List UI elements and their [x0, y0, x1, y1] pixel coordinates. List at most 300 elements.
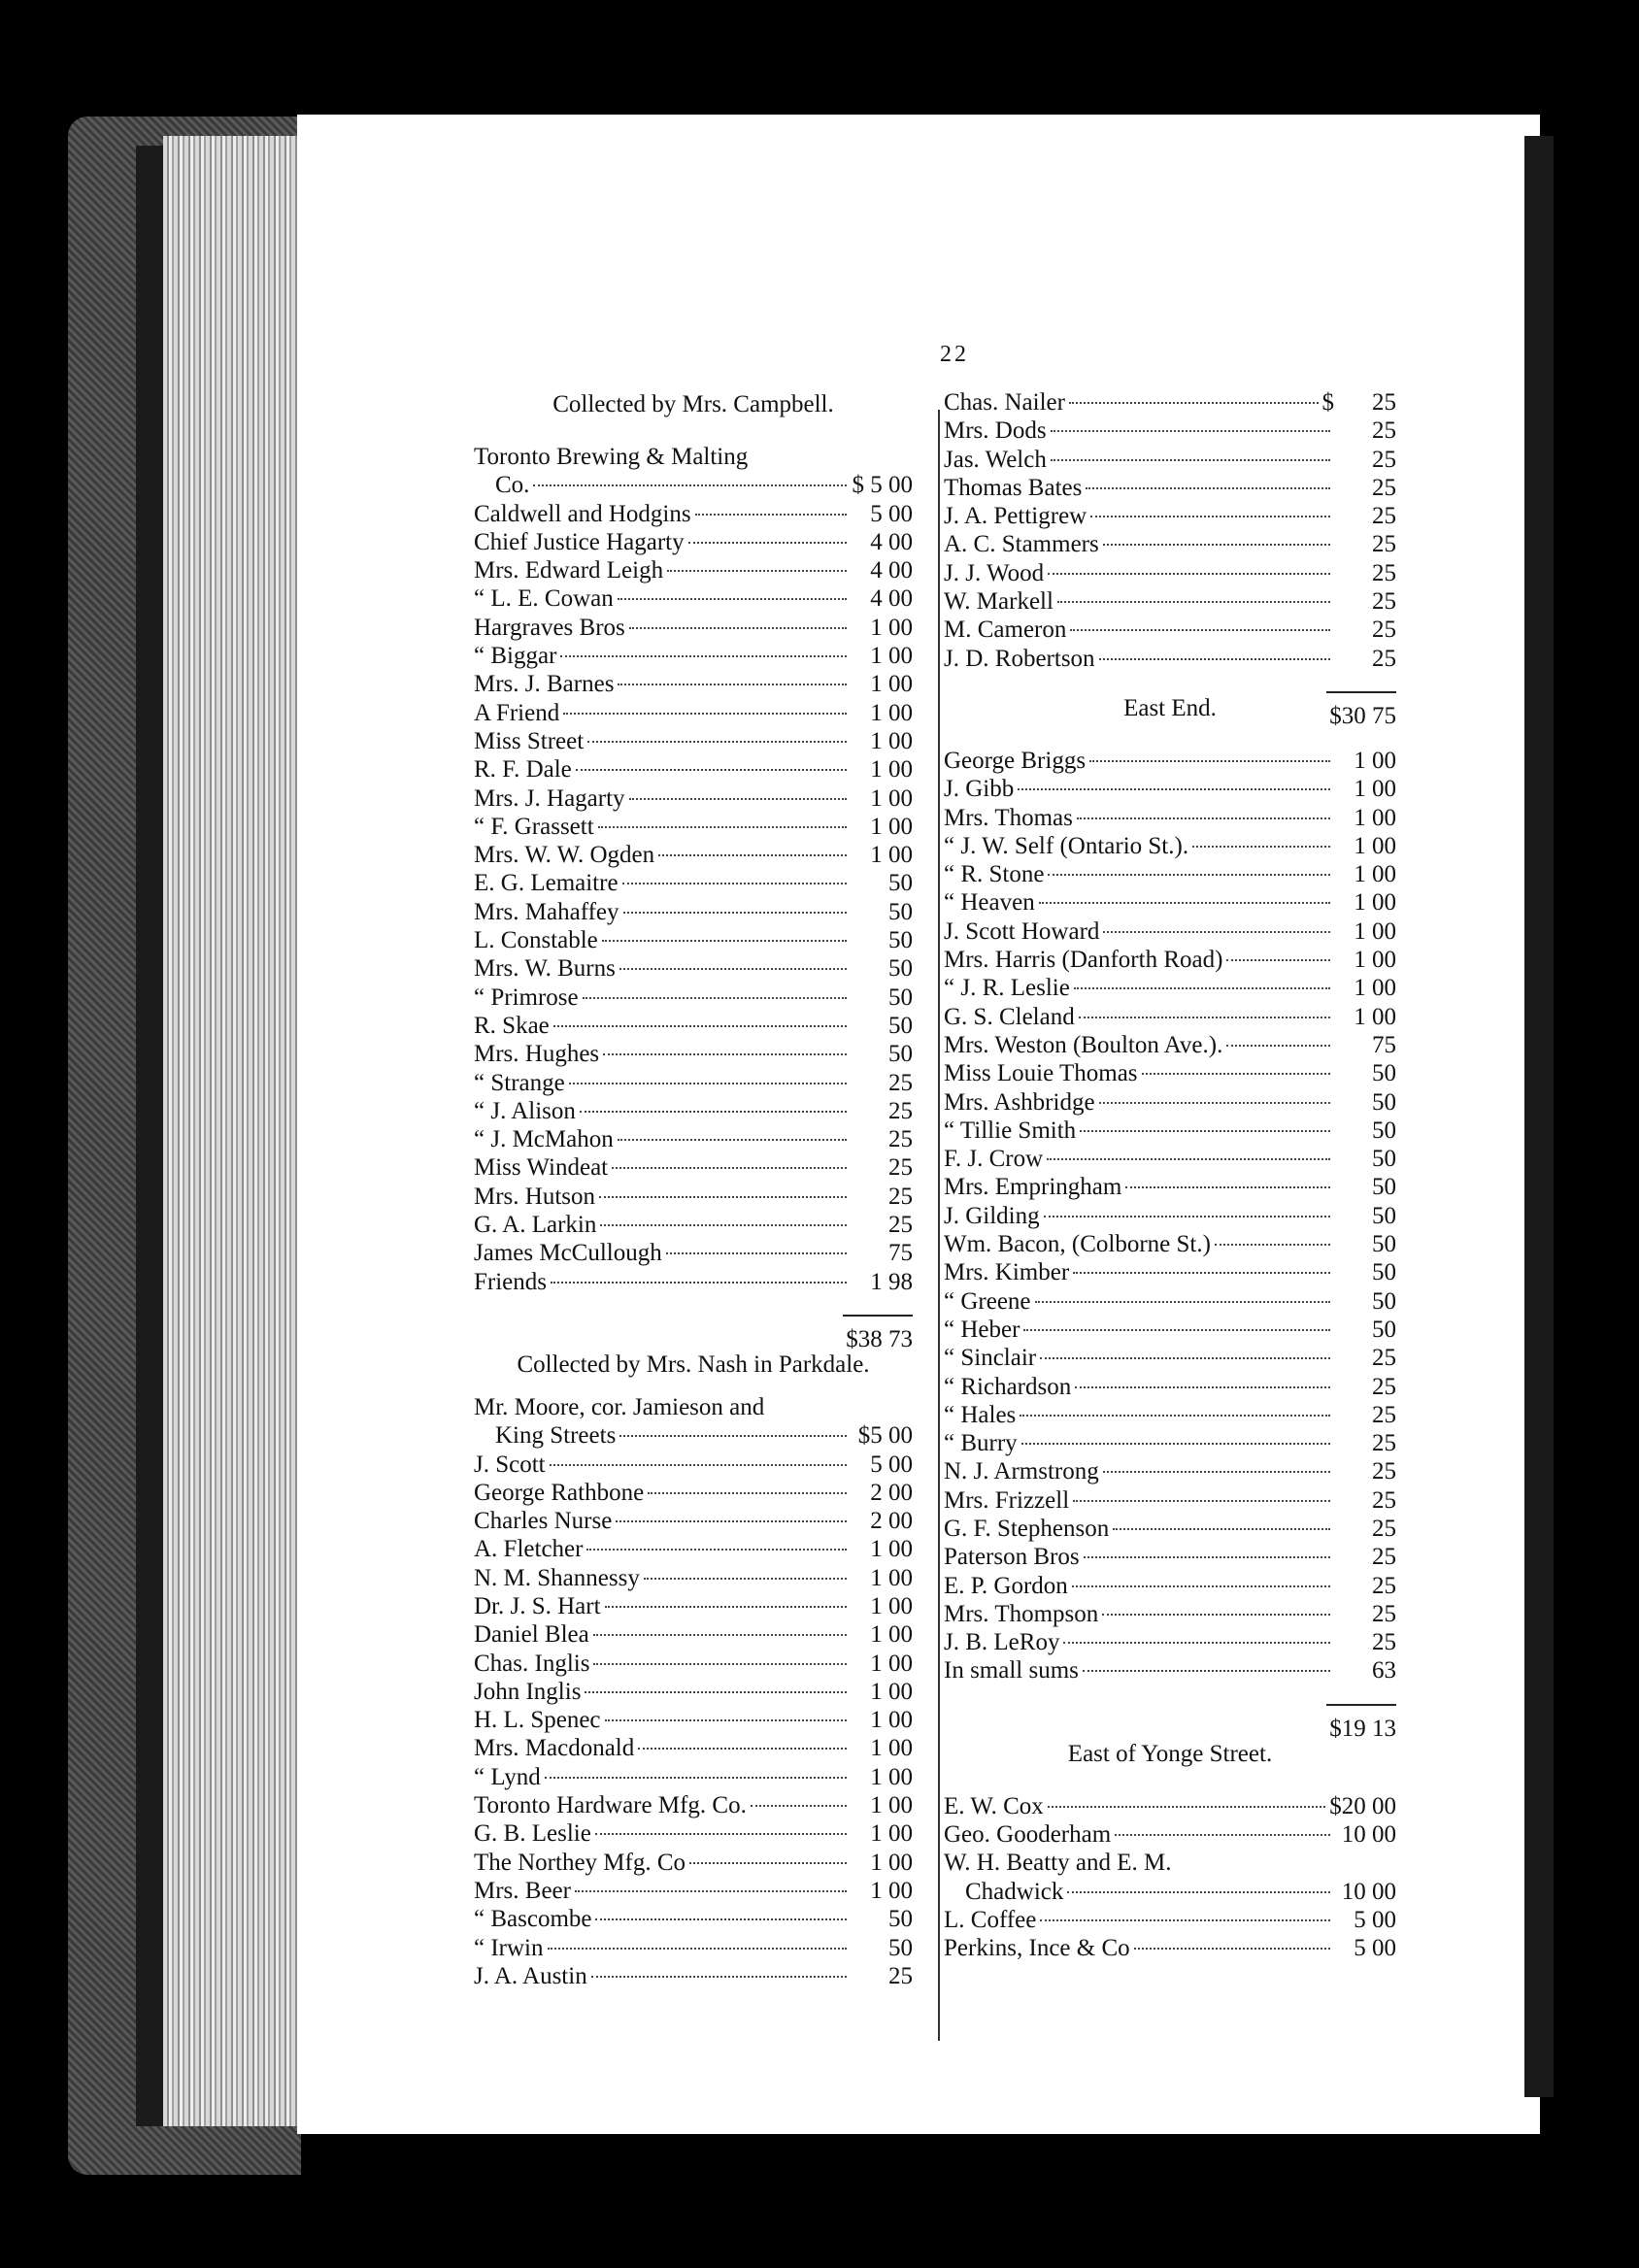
- entry-amount: 50: [1372, 1174, 1396, 1201]
- leader-dots: [619, 968, 847, 970]
- entry-name: E. W. Cox: [944, 1792, 1044, 1819]
- leader-dots: [580, 1111, 847, 1113]
- entry-amount: 1 00: [1354, 747, 1396, 774]
- east-of-yonge-section: [944, 1738, 1396, 1963]
- leader-dots: [605, 1719, 847, 1721]
- leader-dots: [1226, 959, 1330, 961]
- entry-amount: 1 00: [870, 1536, 913, 1563]
- entry-name: “ J. Alison: [474, 1097, 576, 1124]
- list-item: [944, 1088, 1396, 1117]
- entry-name: Mrs. Weston (Boulton Ave.).: [944, 1031, 1223, 1058]
- entry-amount: 25: [888, 1069, 913, 1096]
- list-item: [474, 755, 913, 784]
- entry-name: Toronto Hardware Mfg. Co.: [474, 1792, 747, 1819]
- entry-amount: 63: [1372, 1657, 1396, 1684]
- list-item: [944, 1656, 1396, 1684]
- entry-name: G. F. Stephenson: [944, 1515, 1110, 1542]
- left-column: [474, 388, 913, 1990]
- entry-name: Friends: [474, 1268, 547, 1295]
- leader-dots: [1051, 459, 1330, 461]
- leader-dots: [545, 1777, 847, 1779]
- entry-amount: 50: [888, 898, 913, 925]
- leader-dots: [1072, 1585, 1330, 1587]
- list-item: [944, 1059, 1396, 1087]
- entry-amount: 1 00: [1354, 917, 1396, 945]
- entry-name: “ Richardson: [944, 1373, 1072, 1400]
- entry-name: Caldwell and Hodgins: [474, 500, 691, 527]
- entry-amount: 1 00: [870, 1650, 913, 1677]
- leader-dots: [623, 912, 848, 914]
- entry-amount: 1 00: [1354, 776, 1396, 803]
- list-item: [474, 1183, 913, 1211]
- list-item: [944, 888, 1396, 917]
- entry-amount: 25: [1372, 503, 1396, 530]
- entry-amount: 1 00: [870, 813, 913, 840]
- list-item: [474, 869, 913, 897]
- list-item: [474, 1763, 913, 1791]
- list-item: [474, 1040, 913, 1068]
- list-item: [474, 642, 913, 670]
- entry-name: J. A. Austin: [474, 1962, 587, 1989]
- list-item: [944, 1792, 1396, 1820]
- entry-amount: 5 00: [870, 1451, 913, 1478]
- leader-dots: [1083, 1670, 1330, 1672]
- list-item: [474, 727, 913, 755]
- entry-amount: 1 00: [870, 643, 913, 670]
- continued-list: [944, 417, 1396, 673]
- entry-name: N. J. Armstrong: [944, 1458, 1099, 1485]
- leader-dots: [695, 514, 847, 516]
- list-item: [944, 1401, 1396, 1429]
- leader-dots: [1069, 402, 1319, 404]
- entry-name: In small sums: [944, 1657, 1079, 1684]
- entry-name: Mrs. Ashbridge: [944, 1088, 1095, 1116]
- entry-name: “ Burry: [944, 1430, 1018, 1457]
- leader-dots: [1099, 658, 1330, 660]
- list-item: [474, 1905, 913, 1933]
- entry-amount: 25: [1372, 389, 1396, 416]
- nash-first-entry-line1: Mr. Moore, cor. Jamieson and: [474, 1393, 765, 1420]
- entry-amount: 25: [888, 1126, 913, 1153]
- entry-amount: 50: [1372, 1088, 1396, 1116]
- leader-dots: [548, 1948, 848, 1950]
- entry-amount: $5 00: [857, 1422, 913, 1450]
- list-item: [944, 1316, 1396, 1344]
- leader-dots: [583, 997, 847, 999]
- list-item: [944, 1820, 1396, 1849]
- list-item: [944, 1429, 1396, 1457]
- entry-amount: $ 5 00: [852, 472, 913, 499]
- east-end-section: [944, 692, 1396, 1742]
- entry-name: “ Strange: [474, 1069, 565, 1096]
- list-item: [944, 1934, 1396, 1962]
- entry-name: Chadwick: [965, 1878, 1064, 1905]
- list-item: [944, 1230, 1396, 1258]
- entry-amount: 50: [888, 927, 913, 954]
- entry-amount: 1 00: [870, 1877, 913, 1904]
- entry-amount: 50: [1372, 1202, 1396, 1229]
- leader-dots: [629, 798, 847, 800]
- dollar-sign: $: [1321, 389, 1334, 416]
- entry-amount: 25: [1372, 1345, 1396, 1372]
- entry-name: M. Cameron: [944, 617, 1067, 644]
- entry-amount: 50: [1372, 1117, 1396, 1144]
- entry-name: Mrs. Macdonald: [474, 1735, 635, 1762]
- entry-name: E. G. Lemaitre: [474, 870, 619, 897]
- entry-name: Mrs. Hughes: [474, 1041, 600, 1068]
- leader-dots: [1073, 1500, 1330, 1502]
- entry-name: Mrs. Thompson: [944, 1600, 1099, 1627]
- entry-amount: 1 00: [1354, 861, 1396, 888]
- leader-dots: [593, 1663, 847, 1665]
- entry-amount: 1 00: [870, 699, 913, 726]
- leader-dots: [586, 1549, 847, 1551]
- list-item: [944, 1258, 1396, 1286]
- entry-name: Geo. Gooderham: [944, 1821, 1112, 1849]
- entry-name: King Streets: [495, 1422, 617, 1450]
- list-item: [474, 584, 913, 613]
- leader-dots: [1073, 1272, 1330, 1274]
- campbell-list: [474, 500, 913, 1296]
- east-of-yonge-list-continued: [944, 1906, 1396, 1963]
- leader-dots: [638, 1748, 847, 1750]
- entry-amount: 25: [1372, 1373, 1396, 1400]
- leader-dots: [1090, 516, 1330, 517]
- entry-name: R. F. Dale: [474, 756, 572, 784]
- entry-name: R. Skae: [474, 1012, 550, 1039]
- leader-dots: [1226, 1045, 1330, 1047]
- leader-dots: [1113, 1528, 1330, 1530]
- entry-name: Mrs. Empringham: [944, 1174, 1122, 1201]
- entry-amount: 2 00: [870, 1479, 913, 1506]
- list-item: [944, 1457, 1396, 1485]
- list-item: [474, 614, 913, 642]
- entry-amount: 2 00: [870, 1508, 913, 1535]
- entry-amount: 25: [1372, 588, 1396, 616]
- entry-amount: 5 00: [870, 500, 913, 527]
- list-item: [474, 898, 913, 926]
- leader-dots: [612, 1167, 847, 1169]
- entry-amount: 5 00: [1354, 1935, 1396, 1962]
- entry-amount: 5 00: [1354, 1906, 1396, 1933]
- entry-name: Chas. Inglis: [474, 1650, 590, 1677]
- entry-amount: 50: [888, 984, 913, 1011]
- leader-dots: [595, 1833, 847, 1835]
- list-item: [944, 775, 1396, 803]
- list-item: [474, 1650, 913, 1678]
- list-item: [944, 1031, 1396, 1059]
- total-rule: [1326, 691, 1396, 693]
- entry-name: W. Markell: [944, 588, 1054, 616]
- list-item: [474, 1934, 913, 1962]
- leader-dots: [551, 1282, 847, 1284]
- list-item: [474, 1069, 913, 1097]
- list-item: [474, 1564, 913, 1592]
- leader-dots: [1089, 760, 1330, 762]
- leader-dots: [603, 1053, 847, 1055]
- entry-name: “ F. Grassett: [474, 813, 594, 840]
- entry-amount: 75: [888, 1240, 913, 1267]
- list-item: [944, 747, 1396, 775]
- leader-dots: [1074, 987, 1330, 989]
- leader-dots: [1077, 817, 1330, 819]
- list-item: [474, 670, 913, 698]
- entry-amount: 25: [1372, 1430, 1396, 1457]
- list-item: [474, 1877, 913, 1905]
- leader-dots: [1040, 1919, 1330, 1921]
- leader-dots: [593, 1634, 847, 1636]
- multiline-entry-line1: W. H. Beatty and E. M.: [944, 1850, 1172, 1877]
- list-item: [944, 1344, 1396, 1372]
- list-item: [474, 984, 913, 1012]
- list-item: [474, 1268, 913, 1296]
- list-item: [474, 926, 913, 954]
- leader-dots: [1115, 1834, 1330, 1836]
- leader-dots: [1063, 1642, 1330, 1644]
- entry-name: James McCullough: [474, 1240, 662, 1267]
- entry-name: F. J. Crow: [944, 1146, 1044, 1173]
- list-item: [474, 1153, 913, 1182]
- campbell-first-entry-line1: Toronto Brewing & Malting: [474, 444, 749, 470]
- nash-section: [474, 1349, 913, 1990]
- east-end-heading: East End.: [1123, 694, 1217, 721]
- entry-amount: 25: [1372, 1486, 1396, 1514]
- leader-dots: [595, 1918, 847, 1920]
- entry-amount: 50: [1372, 1259, 1396, 1286]
- leader-dots: [619, 1435, 847, 1437]
- leader-dots: [1103, 1471, 1330, 1473]
- total-value: $38 73: [846, 1325, 913, 1352]
- leader-dots: [1047, 1158, 1330, 1160]
- entry-name: “ Hales: [944, 1401, 1017, 1428]
- leader-dots: [616, 1520, 847, 1522]
- leader-dots: [1018, 788, 1330, 790]
- entry-name: Mrs. Dods: [944, 417, 1047, 445]
- entry-name: Miss Windeat: [474, 1154, 609, 1182]
- list-item: [474, 1819, 913, 1848]
- total-value: $19 13: [1329, 1715, 1396, 1742]
- entry-amount: 1 00: [870, 1792, 913, 1819]
- list-item: [474, 1507, 913, 1535]
- entry-name: “ J. R. Leslie: [944, 975, 1070, 1002]
- list-item: [474, 1451, 913, 1479]
- list-item: [944, 1373, 1396, 1401]
- leader-dots: [575, 1890, 847, 1892]
- list-item: [944, 530, 1396, 558]
- entry-name: The Northey Mfg. Co: [474, 1849, 686, 1876]
- leader-dots: [629, 627, 847, 629]
- list-item: [944, 645, 1396, 673]
- entry-amount: 1 00: [870, 1707, 913, 1734]
- entry-name: Co.: [495, 472, 530, 499]
- list-item: [474, 954, 913, 983]
- leader-dots: [667, 570, 847, 572]
- entry-name: “ R. Stone: [944, 861, 1045, 888]
- entry-amount: 25: [1372, 1458, 1396, 1485]
- leader-dots: [1215, 1244, 1330, 1246]
- list-item: [944, 1145, 1396, 1173]
- entry-name: Paterson Bros: [944, 1544, 1080, 1571]
- entry-amount: 1 00: [1354, 975, 1396, 1002]
- leader-dots: [1102, 1614, 1330, 1616]
- entry-name: “ Irwin: [474, 1934, 544, 1961]
- entry-name: J. Scott Howard: [944, 917, 1100, 945]
- entry-amount: 1 00: [870, 784, 913, 812]
- list-item: [944, 804, 1396, 832]
- entry-amount: 1 00: [870, 1592, 913, 1619]
- entry-name: H. L. Spenec: [474, 1707, 601, 1734]
- list-item: [474, 841, 913, 869]
- entry-amount: 25: [888, 1097, 913, 1124]
- entry-name: Mrs. Hutson: [474, 1183, 596, 1210]
- list-item: [474, 1706, 913, 1734]
- list-item: [944, 388, 1396, 417]
- leader-dots: [563, 713, 847, 715]
- entry-amount: 1 00: [1354, 804, 1396, 831]
- entry-name: Chas. Nailer: [944, 389, 1065, 416]
- leader-dots: [1103, 544, 1330, 546]
- entry-amount: 50: [888, 870, 913, 897]
- leader-dots: [560, 655, 847, 657]
- leader-dots: [605, 1606, 847, 1608]
- entry-name: Mrs. Frizzell: [944, 1486, 1070, 1514]
- entry-name: John Inglis: [474, 1678, 582, 1705]
- entry-amount: 25: [1372, 559, 1396, 586]
- entry-amount: 50: [888, 1041, 913, 1068]
- list-item: [474, 1734, 913, 1762]
- entry-name: Mrs. Edward Leigh: [474, 557, 664, 584]
- leader-dots: [1023, 1329, 1330, 1331]
- entry-name: Wm. Bacon, (Colborne St.): [944, 1231, 1211, 1258]
- list-item: [474, 1239, 913, 1267]
- list-item: [944, 1543, 1396, 1571]
- entry-name: George Rathbone: [474, 1479, 645, 1506]
- entry-amount: 1 00: [870, 756, 913, 784]
- east-of-yonge-list: [944, 1792, 1396, 1850]
- entry-name: G. B. Leslie: [474, 1820, 591, 1848]
- leader-dots: [618, 1139, 847, 1141]
- list-item: [944, 446, 1396, 474]
- entry-name: “ Biggar: [474, 643, 557, 670]
- entry-amount: 50: [1372, 1287, 1396, 1315]
- entry-amount: 25: [888, 1212, 913, 1239]
- entry-name: “ Heaven: [944, 889, 1035, 917]
- entry-amount: 1 00: [1354, 832, 1396, 859]
- entry-name: “ J. W. Self (Ontario St.).: [944, 832, 1189, 859]
- entry-amount: 50: [1372, 1316, 1396, 1343]
- entry-name: A Friend: [474, 699, 560, 726]
- entry-name: Mrs. Harris (Danforth Road): [944, 947, 1223, 974]
- list-item: [474, 1849, 913, 1877]
- list-item: [944, 1486, 1396, 1515]
- leader-dots: [1103, 931, 1330, 933]
- list-item: [474, 699, 913, 727]
- list-item: [944, 946, 1396, 974]
- entry-amount: 1 00: [1354, 947, 1396, 974]
- entry-amount: 1 00: [870, 1564, 913, 1591]
- entry-amount: 25: [1372, 1629, 1396, 1656]
- entry-name: Charles Nurse: [474, 1508, 613, 1535]
- entry-amount: 25: [1372, 1544, 1396, 1571]
- entry-name: J. B. LeRoy: [944, 1629, 1060, 1656]
- list-item: [474, 500, 913, 528]
- leader-dots: [658, 854, 847, 856]
- entry-amount: 10 00: [1341, 1878, 1396, 1905]
- list-item: [474, 471, 913, 499]
- leader-dots: [1142, 1073, 1330, 1075]
- leader-dots: [1134, 1948, 1330, 1950]
- entry-amount: 25: [1372, 645, 1396, 672]
- entry-name: “ Greene: [944, 1287, 1031, 1315]
- leader-dots: [1057, 601, 1330, 603]
- leader-dots: [689, 1862, 847, 1864]
- leader-dots: [587, 741, 847, 743]
- list-item: [474, 1125, 913, 1153]
- entry-name: Mrs. J. Barnes: [474, 671, 615, 698]
- east-of-yonge-heading: East of Yonge Street.: [1067, 1740, 1273, 1767]
- list-item: [474, 1012, 913, 1040]
- entry-amount: 50: [1372, 1231, 1396, 1258]
- entry-name: L. Coffee: [944, 1906, 1037, 1933]
- leader-dots: [1048, 874, 1330, 876]
- page-edges: [163, 136, 299, 2126]
- entry-name: Perkins, Ince & Co: [944, 1935, 1130, 1962]
- entry-name: Daniel Blea: [474, 1621, 589, 1649]
- leader-dots: [1048, 573, 1330, 575]
- entry-name: George Briggs: [944, 747, 1087, 774]
- entry-name: “ Bascombe: [474, 1906, 592, 1933]
- list-item: [944, 1572, 1396, 1600]
- list-item: [944, 974, 1396, 1002]
- leader-dots: [1044, 1216, 1330, 1217]
- leader-dots: [1192, 846, 1330, 848]
- entry-name: Miss Louie Thomas: [944, 1060, 1138, 1087]
- campbell-total: [474, 1296, 913, 1352]
- list-item: [944, 1628, 1396, 1656]
- leader-dots: [1075, 1386, 1330, 1388]
- list-item: [944, 417, 1396, 445]
- list-item: [474, 1791, 913, 1819]
- list-item: [474, 1678, 913, 1706]
- column-divider: [938, 410, 940, 2041]
- entry-amount: 25: [1372, 1401, 1396, 1428]
- entry-name: J. A. Pettigrew: [944, 503, 1087, 530]
- list-item: [944, 1515, 1396, 1543]
- entry-name: J. J. Wood: [944, 559, 1045, 586]
- entry-amount: 1 00: [870, 671, 913, 698]
- list-item: [944, 1117, 1396, 1145]
- entry-name: J. Scott: [474, 1451, 546, 1478]
- entry-amount: 1 00: [870, 1735, 913, 1762]
- total-rule: [1326, 1704, 1396, 1706]
- leader-dots: [569, 1083, 847, 1084]
- entry-amount: 4 00: [870, 557, 913, 584]
- list-item: [474, 556, 913, 584]
- entry-name: L. Constable: [474, 927, 598, 954]
- entry-amount: 50: [1372, 1060, 1396, 1087]
- entry-name: Miss Street: [474, 727, 585, 754]
- leader-dots: [622, 883, 847, 884]
- entry-name: A. C. Stammers: [944, 531, 1099, 558]
- entry-amount: 25: [1372, 617, 1396, 644]
- leader-dots: [751, 1805, 847, 1807]
- leader-dots: [618, 684, 847, 685]
- entry-name: Mrs. W. Burns: [474, 955, 616, 983]
- leader-dots: [1067, 1891, 1330, 1893]
- leader-dots: [599, 1196, 847, 1198]
- entry-amount: 25: [1372, 1572, 1396, 1599]
- leader-dots: [1020, 1415, 1330, 1417]
